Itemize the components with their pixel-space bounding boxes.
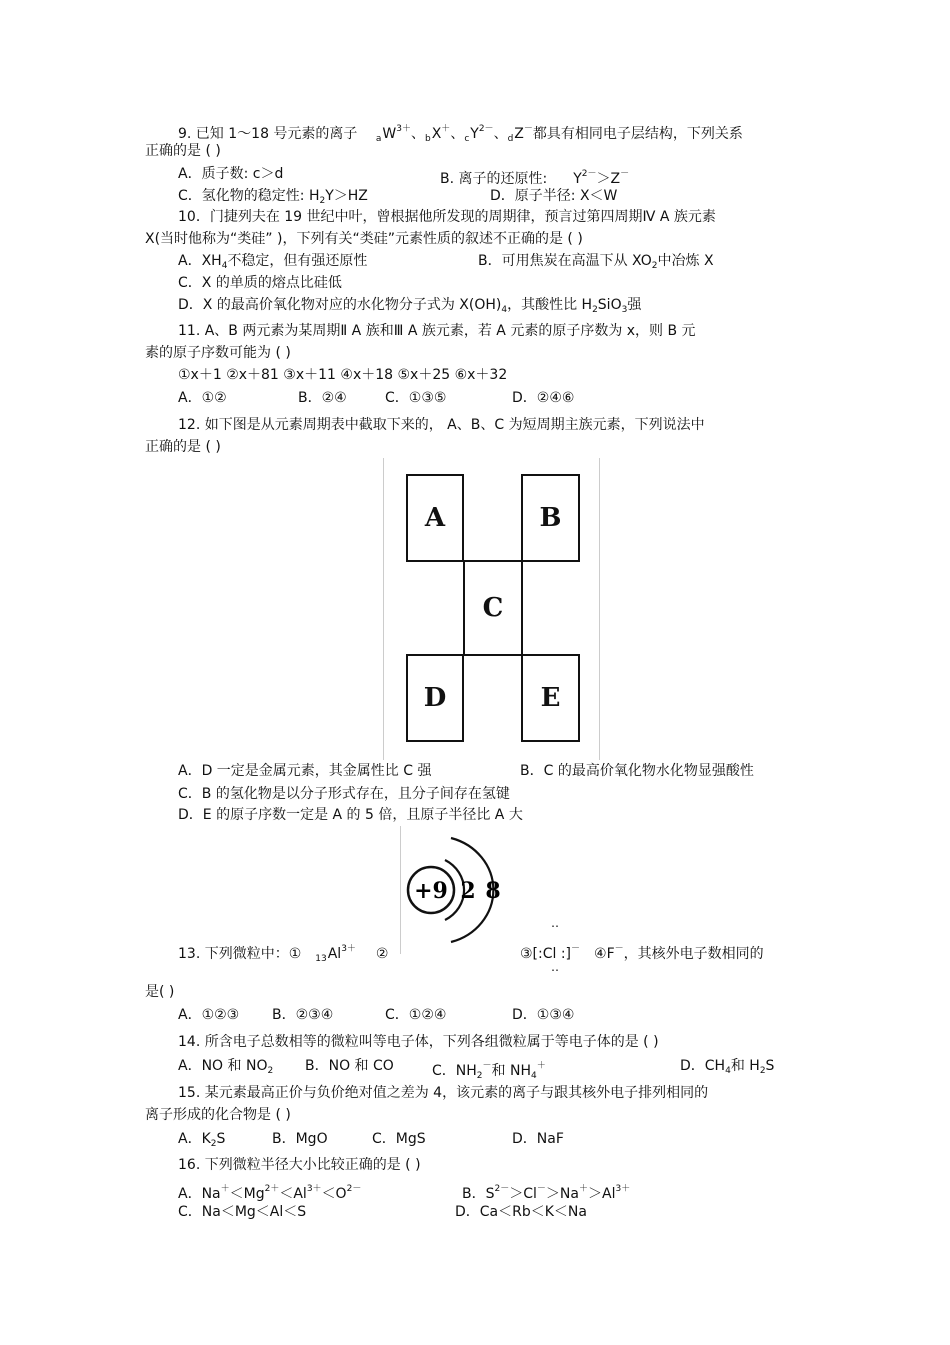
cl-dots-bottom: ‥: [551, 960, 560, 974]
q16-option-d: D．Ca＜Rb＜K＜Na: [455, 1204, 587, 1220]
cell-a: A: [406, 474, 464, 562]
cell-e: E: [521, 654, 580, 742]
q13-option-a: A．①②③: [178, 1007, 240, 1023]
q16-option-a: A．$Na^+<Mg^{2+}<Al^{3+}<O^{2-}$: [178, 1184, 362, 1202]
q13-stem-line1-right: ③[:Cl :]－ ④F－，其核外电子数相同的: [520, 944, 764, 962]
atom-structure-diagram: [400, 826, 507, 954]
q11-stem-line1: 11. A、B 两元素为某周期Ⅱ A 族和Ⅲ A 族元素，若 A 元素的原子序数为 x，则 B 元: [178, 323, 696, 339]
q13-stem-line2: 是( ): [145, 984, 175, 1000]
q10-option-b: B．可用焦炭在高温下从 $XO_2$中冶炼 X: [478, 253, 714, 271]
q13-option-c: C．①②④: [385, 1007, 447, 1023]
shell-1-count: 2: [460, 878, 476, 904]
q11-choices: ①x＋1 ②x＋81 ③x＋11 ④x＋18 ⑤x＋25 ⑥x＋32: [178, 367, 508, 383]
cell-d: D: [406, 654, 464, 742]
q13-stem-line1-left: 13. 下列微粒中：① $_{13}Al^{3+}$ ②: [178, 944, 389, 964]
q14-option-c: C．$NH_2^-$和 $NH_4^+$: [432, 1061, 546, 1081]
cell-c: C: [463, 560, 523, 656]
q15-stem-line1: 15. 某元素最高正价与负价绝对值之差为 4，该元素的离子与跟其核外电子排列相同的: [178, 1085, 709, 1101]
cell-b: B: [521, 474, 580, 562]
q12-option-b: B．C 的最高价氧化物水化物显强酸性: [520, 763, 754, 779]
q14-option-d: D．$CH_4$和 $H_2S$: [680, 1058, 775, 1076]
q14-stem: 14. 所含电子总数相等的微粒叫等电子体，下列各组微粒属于等电子体的是 ( ): [178, 1034, 659, 1050]
q11-option-c: C．①③⑤: [385, 390, 447, 406]
q10-stem-line2: X(当时他称为“类硅” )，下列有关“类硅”元素性质的叙述不正确的是 ( ): [145, 231, 583, 247]
shell-2-count: 8: [485, 878, 501, 904]
q13-option-b: B．②③④: [272, 1007, 334, 1023]
q15-option-b: B．MgO: [272, 1131, 328, 1147]
atom-svg: [401, 826, 507, 954]
q10-option-d: D．X 的最高价氧化物对应的水化物分子式为 $X(OH)_4$，其酸性比 $H_2SiO_3$强: [178, 297, 642, 315]
q16-stem: 16. 下列微粒半径大小比较正确的是 ( ): [178, 1157, 421, 1173]
q14-option-a: A．NO 和 $NO_2$: [178, 1058, 274, 1076]
q15-option-c: C．MgS: [372, 1131, 426, 1147]
q14-option-b: B．NO 和 CO: [305, 1058, 394, 1074]
q9-stem-line2: 正确的是 ( ): [145, 143, 221, 159]
q12-option-d: D．E 的原子序数一定是 A 的 5 倍，且原子半径比 A 大: [178, 807, 523, 823]
q12-option-c: C．B 的氢化物是以分子形式存在，且分子间存在氢键: [178, 786, 510, 802]
q10-option-c: C．X 的单质的熔点比硅低: [178, 275, 342, 291]
q11-stem-line2: 素的原子序数可能为 ( ): [145, 345, 291, 361]
q11-option-a: A．①②: [178, 390, 227, 406]
q9-option-d: D．原子半径: X＜W: [490, 188, 618, 204]
q16-option-c: C．Na＜Mg＜Al＜S: [178, 1204, 307, 1220]
q9-option-a: A．质子数: c＞d: [178, 166, 284, 182]
q12-stem-line1: 12. 如下图是从元素周期表中截取下来的， A、B、C 为短周期主族元素，下列说法中: [178, 417, 705, 433]
q12-option-a: A．D 一定是金属元素，其金属性比 C 强: [178, 763, 432, 779]
q13-option-d: D．①③④: [512, 1007, 575, 1023]
q9-option-b: B. 离子的还原性: $Y^{2-}>Z^-$: [440, 169, 630, 187]
cl-dots-top: ‥: [551, 916, 560, 930]
q9-stem-line1: 9. 已知 1～18 号元素的离子 $_aW^{3+}$、$_b$X＋、$_cY^{2-}$、$_d$Z－都具有相同电子层结构，下列关系: [178, 124, 743, 144]
q15-option-d: D．NaF: [512, 1131, 564, 1147]
q10-stem-line1: 10．门捷列夫在 19 世纪中叶，曾根据他所发现的周期律，预言过第四周期Ⅳ A 族元素: [178, 209, 716, 225]
q15-option-a: A．$K_2S$: [178, 1131, 226, 1149]
nucleus-charge: +9: [414, 878, 448, 904]
q11-option-d: D．②④⑥: [512, 390, 575, 406]
q9-option-c: C．氢化物的稳定性: $H_2Y>HZ$: [178, 188, 368, 206]
periodic-table-fragment: [383, 458, 600, 760]
q15-stem-line2: 离子形成的化合物是 ( ): [145, 1107, 291, 1123]
q16-option-b: B．$S^{2-}>Cl^->Na^+>Al^{3+}$: [462, 1184, 631, 1202]
q10-option-a: A．$XH_4$不稳定，但有强还原性: [178, 253, 368, 271]
q11-option-b: B．②④: [298, 390, 347, 406]
q12-stem-line2: 正确的是 ( ): [145, 439, 221, 455]
